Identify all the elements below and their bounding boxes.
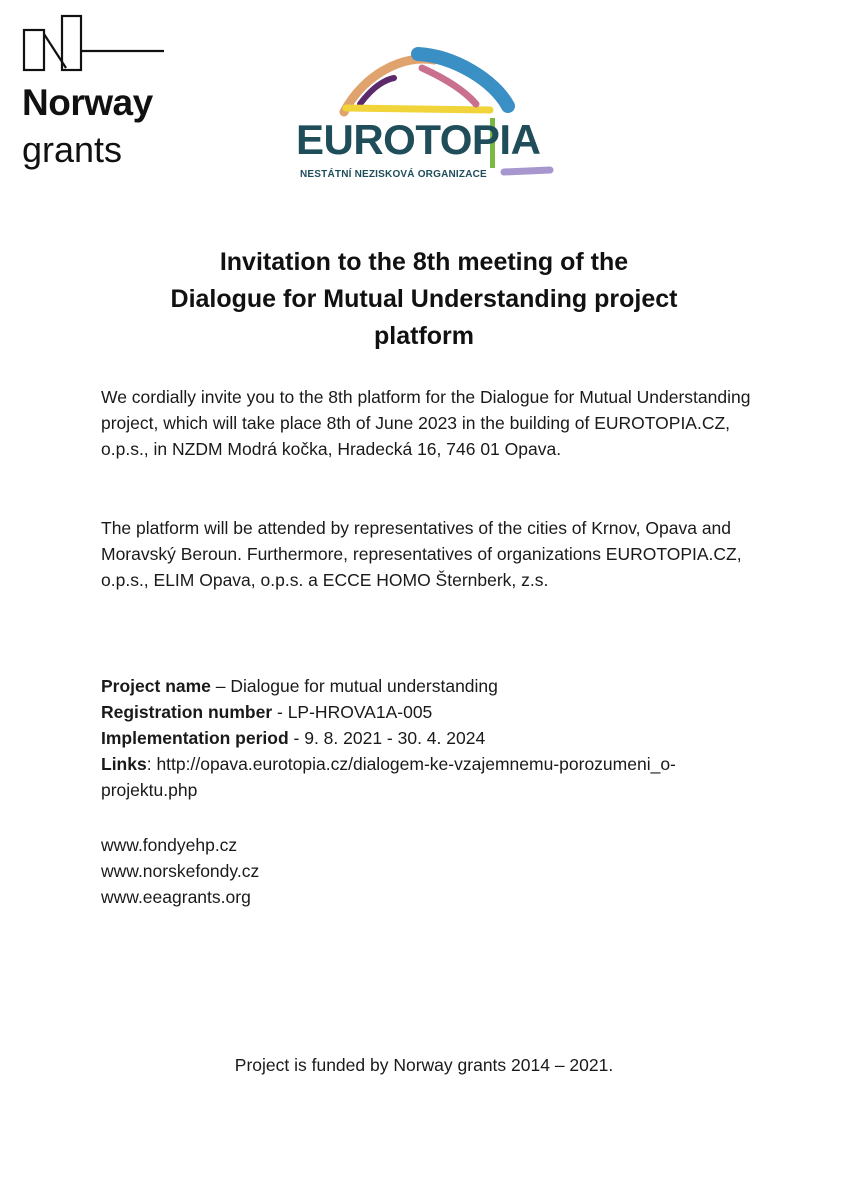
eurotopia-logo-word: EUROTOPIA [296, 116, 541, 163]
period-label: Implementation period [101, 728, 289, 748]
registration-label: Registration number [101, 702, 273, 722]
website-link[interactable]: www.eeagrants.org [101, 887, 251, 907]
invitation-paragraph: We cordially invite you to the 8th platform for the Dialogue for Mutual Understanding project, which will take place 8th of June 2023 in the building of EUROTOPIA.CZ, o.p.s., in NZDM Modrá kočka, Hradecká 16, 746 01 Opava. [101, 387, 751, 459]
links-row[interactable] [101, 751, 761, 803]
title-line-1: Invitation to the 8th meeting of the [219, 248, 629, 276]
eurotopia-roof-icon [294, 44, 556, 186]
website-list [101, 832, 761, 910]
registration-row [101, 699, 761, 725]
period-row [101, 725, 761, 751]
funding-footer: Project is funded by Norway grants 2014 – 2021. [234, 1055, 614, 1075]
eurotopia-logo [294, 44, 556, 186]
website-link[interactable]: www.norskefondy.cz [101, 861, 260, 881]
links-value[interactable]: : http://opava.eurotopia.cz/dialogem-ke-vzajemnemu-porozumeni_o-projektu.php [101, 754, 676, 800]
project-name-label: Project name [101, 676, 211, 696]
attendees-paragraph: The platform will be attended by representatives of the cities of Krnov, Opava and Moravský Beroun. Furthermore, representatives of organizations EUROTOPIA.CZ, o.p.s., ELIM Opava, o.p.s. a ECCE HOMO Šternberk, z.s. [101, 518, 742, 590]
norway-grants-mark-icon [22, 14, 172, 76]
title-line-3: platform [374, 322, 474, 350]
norway-logo-sub: grants [22, 129, 123, 170]
project-name-row [101, 673, 761, 699]
project-info [101, 673, 761, 803]
links-label: Links [101, 754, 147, 774]
period-value: - 9. 8. 2021 - 30. 4. 2024 [288, 728, 486, 748]
norway-logo-word: Norway [22, 82, 153, 123]
page-title [100, 244, 748, 355]
registration-value: - LP-HROVA1A-005 [272, 702, 433, 722]
norway-grants-logo [22, 14, 172, 179]
website-link[interactable]: www.fondyehp.cz [101, 835, 238, 855]
title-line-2: Dialogue for Mutual Understanding project [170, 285, 678, 313]
project-name-value: – Dialogue for mutual understanding [210, 676, 498, 696]
eurotopia-logo-sub: NESTÁTNÍ NEZISKOVÁ ORGANIZACE [300, 169, 487, 180]
